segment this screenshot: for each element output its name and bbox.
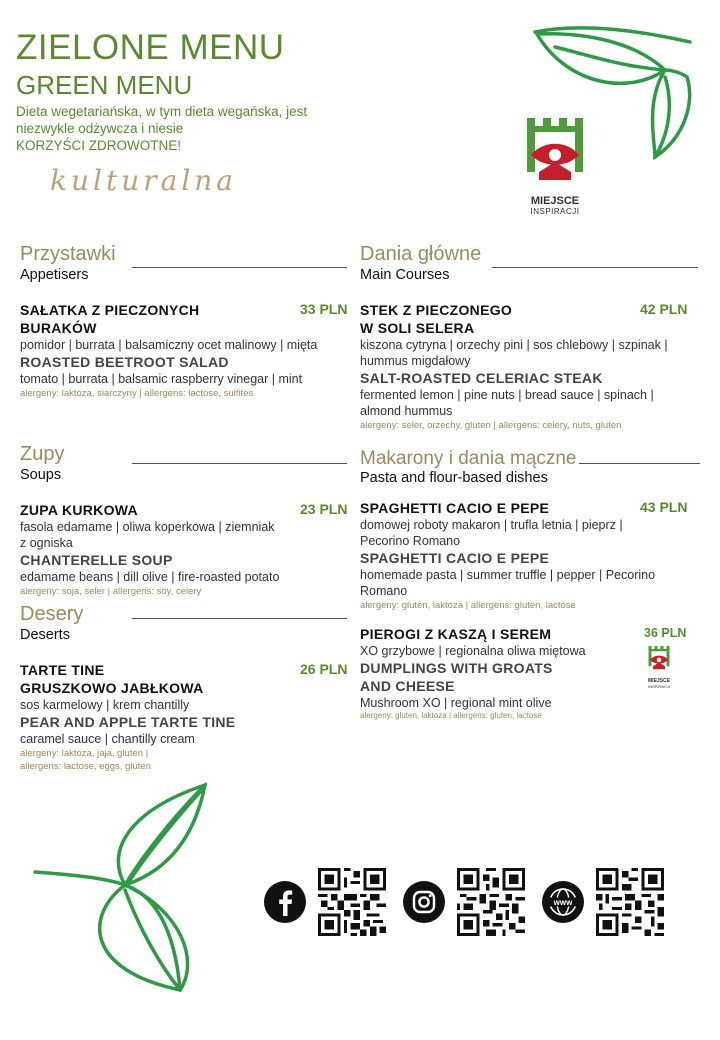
dish-name: SAŁATKA Z PIECZONYCH — [20, 302, 200, 318]
kulturalna-signature: kulturalna — [50, 164, 237, 197]
dish-allergens: alergeny: gluten, laktoza | allergens: gluten, lactose — [360, 600, 576, 611]
dish-name: SPAGHETTI CACIO E PEPE — [360, 500, 550, 516]
dish-allergens: alergeny: laktoza, jaja, gluten | — [20, 748, 149, 759]
dish-description-en: edamame beans | dill olive | fire-roasted potato — [20, 570, 280, 584]
logo-text-line2: INSPIRACJI — [530, 207, 580, 216]
dish-name: BURAKÓW — [20, 320, 97, 336]
section-title-appetisers: Przystawki — [20, 243, 116, 265]
dish-name-en: SPAGHETTI CACIO E PEPE — [360, 550, 550, 566]
dish-name: STEK Z PIECZONEGO — [360, 302, 513, 318]
dish-description-pl: domowej roboty makaron | trufla letnia | pieprz | — [360, 518, 623, 532]
dish-name-en: AND CHEESE — [360, 678, 455, 694]
section-title-desserts: Desery — [20, 603, 84, 625]
menu-title-pl: ZIELONE MENU — [16, 28, 285, 67]
dish-description-pl: sos karmelowy | krem chantilly — [20, 698, 190, 712]
intro-line: Dieta wegetariańska, w tym dieta wegańska, jest — [16, 104, 308, 119]
dish-description-en: almond hummus — [360, 404, 453, 418]
section-subtitle-soups: Soups — [20, 467, 62, 483]
dish-description-en: caramel sauce | chantilly cream — [20, 732, 195, 746]
intro-line: KORZYŚCI ZDROWOTNE! — [16, 138, 181, 153]
section-divider — [132, 267, 347, 268]
dish-description-en: Mushroom XO | regional mint olive — [360, 696, 552, 710]
qr-code-instagram[interactable] — [457, 868, 525, 936]
dish-price: 23 PLN — [300, 501, 348, 517]
section-subtitle-desserts: Deserts — [20, 627, 70, 643]
dish-celeriac-steak — [360, 301, 705, 432]
section-title-pasta: Makarony i dania mączne — [360, 448, 577, 469]
section-subtitle-appetisers: Appetisers — [20, 267, 89, 283]
dish-name: ZUPA KURKOWA — [20, 502, 138, 518]
menu-title-en: GREEN MENU — [16, 70, 193, 100]
section-subtitle-mains: Main Courses — [360, 267, 450, 283]
logo-text-line2: INSPIRACJI — [647, 684, 670, 689]
dish-description-pl: fasola edamame | oliwa koperkowa | ziemniak — [20, 520, 275, 534]
logo-text-line1: MIEJSCE — [530, 195, 580, 207]
intro-line: niezwykle odżywcza i niesie — [16, 121, 184, 136]
qr-code-website[interactable] — [596, 868, 664, 936]
dish-name: PIEROGI Z KASZĄ I SEREM — [360, 626, 552, 642]
dish-description-en: Romano — [360, 584, 408, 598]
dish-name-en: ROASTED BEETROOT SALAD — [20, 354, 229, 370]
dish-description-en: fermented lemon | pine nuts | bread sauce | spinach | — [360, 388, 654, 402]
dish-name: W SOLI SELERA — [360, 320, 475, 336]
section-title-soups: Zupy — [20, 443, 65, 465]
dish-name-en: PEAR AND APPLE TARTE TINE — [20, 714, 236, 730]
instagram-icon[interactable] — [402, 880, 446, 924]
section-subtitle-pasta: Pasta and flour-based dishes — [360, 470, 548, 486]
dish-name-en: SALT-ROASTED CELERIAC STEAK — [360, 370, 603, 386]
dish-name-en: DUMPLINGS WITH GROATS — [360, 660, 553, 676]
dish-allergens: alergeny: laktoza, siarczyny | allergens: lactose, sulfites — [20, 388, 254, 399]
dish-price: 36 PLN — [644, 626, 687, 640]
section-divider — [132, 463, 347, 464]
dish-price: 42 PLN — [640, 301, 688, 317]
dish-description-pl: pomidor | burrata | balsamiczny ocet malinowy | mięta — [20, 338, 318, 352]
dish-description-pl: kiszona cytryna | orzechy pini | sos chlebowy | szpinak | — [360, 338, 668, 352]
dish-allergens: alergeny: soja, seler | allergens: soy, celery — [20, 586, 202, 597]
section-divider — [132, 618, 347, 619]
dish-allergens: allergens: lactose, eggs, gluten — [20, 761, 151, 772]
dish-description-pl: hummus migdałowy — [360, 354, 471, 368]
logo-mark-icon — [503, 110, 607, 190]
section-divider — [492, 267, 698, 268]
section-title-mains: Dania główne — [360, 243, 482, 265]
dish-allergens: alergeny: gluten, laktoza | allergens: gluten, lactose — [360, 711, 542, 720]
logo-text-line1: MIEJSCE — [648, 678, 670, 684]
dish-description-pl: z ogniska — [20, 536, 73, 550]
miejsce-inspiracji-logo-small — [638, 643, 680, 687]
dish-tarte-tine — [20, 661, 350, 773]
dish-cacio-e-pepe — [360, 499, 705, 612]
section-divider — [579, 463, 700, 464]
leaf-decoration-bottom — [30, 780, 220, 995]
intro-text — [16, 103, 356, 154]
dish-name: TARTE TINE — [20, 662, 105, 678]
dish-description-en: homemade pasta | summer truffle | pepper | Pecorino — [360, 568, 656, 582]
dish-description-pl: XO grzybowe | regionalna oliwa miętowa — [360, 644, 586, 658]
dish-description-pl: Pecorino Romano — [360, 534, 461, 548]
dish-name-en: CHANTERELLE SOUP — [20, 552, 173, 568]
miejsce-inspiracji-logo — [503, 110, 607, 220]
dish-description-en: tomato | burrata | balsamic raspberry vinegar | mint — [20, 372, 303, 386]
dish-price: 43 PLN — [640, 499, 688, 515]
qr-code-facebook[interactable] — [318, 868, 386, 936]
www-globe-icon[interactable] — [541, 880, 585, 924]
dish-allergens: alergeny: seler, orzechy, gluten | allergens: celery, nuts, gluten — [360, 420, 622, 431]
dish-price: 33 PLN — [300, 301, 348, 317]
dish-name: GRUSZKOWO JABŁKOWA — [20, 680, 204, 696]
dish-pierogi — [360, 625, 650, 720]
www-label: www — [553, 898, 573, 907]
facebook-icon[interactable] — [263, 880, 307, 924]
dish-price: 26 PLN — [300, 661, 348, 677]
logo-mark-icon — [638, 643, 680, 673]
